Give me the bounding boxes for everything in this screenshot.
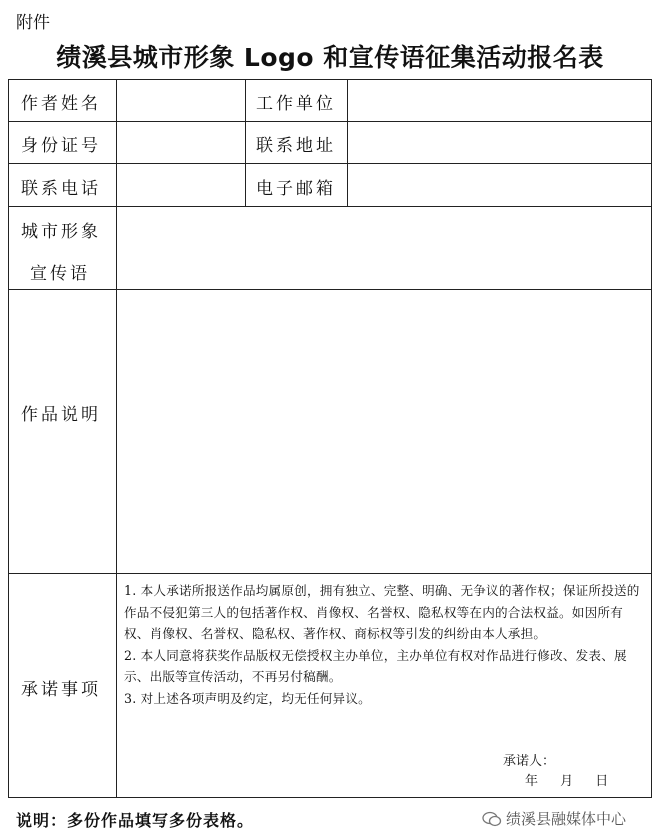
footer-note: 说明：多份作品填写多份表格。 xyxy=(16,811,255,830)
slogan-field[interactable] xyxy=(117,207,651,289)
watermark-text: 绩溪县融媒体中心 xyxy=(506,810,627,828)
id-number-label: 身份证号 xyxy=(21,136,101,156)
promise-label: 承诺事项 xyxy=(21,680,101,700)
email-label: 电子邮箱 xyxy=(256,179,336,199)
date-label: 年 月 日 xyxy=(525,774,609,789)
page-title: 绩溪县城市形象 Logo 和宣传语征集活动报名表 xyxy=(56,43,604,72)
wechat-icon xyxy=(482,811,502,827)
author-name-field[interactable] xyxy=(117,80,245,121)
work-unit-label: 工作单位 xyxy=(256,94,336,114)
description-field[interactable] xyxy=(117,290,651,573)
promise-item-3: 3. 对上述各项声明及约定，均无任何异议。 xyxy=(124,690,371,706)
promise-text xyxy=(124,580,646,710)
description-label: 作品说明 xyxy=(21,405,101,425)
watermark xyxy=(482,808,626,829)
slogan-label-line2: 宣传语 xyxy=(30,264,90,284)
work-unit-field[interactable] xyxy=(348,80,651,121)
phone-field[interactable] xyxy=(117,164,245,206)
signer-label: 承诺人： xyxy=(503,754,556,769)
address-field[interactable] xyxy=(348,122,651,163)
phone-label: 联系电话 xyxy=(21,179,101,199)
promise-item-2: 2. 本人同意将获奖作品版权无偿授权主办单位，主办单位有权对作品进行修改、发表、展示、出版等宣传活动，不再另付稿酬。 xyxy=(124,647,627,685)
address-label: 联系地址 xyxy=(256,136,336,156)
annex-label: 附件 xyxy=(16,13,50,33)
id-number-field[interactable] xyxy=(117,122,245,163)
promise-item-1: 1. 本人承诺所报送作品均属原创，拥有独立、完整、明确、无争议的著作权；保证所投送的作品不侵犯第三人的包括著作权、肖像权、名誉权、隐私权等在内的合法权益。如因所有权、肖像权、名誉权、隐私权、著作权、商标权等引发的纠纷由本人承担。 xyxy=(124,583,640,642)
email-field[interactable] xyxy=(348,164,651,206)
author-name-label: 作者姓名 xyxy=(21,94,101,114)
slogan-label-line1: 城市形象 xyxy=(21,222,101,242)
